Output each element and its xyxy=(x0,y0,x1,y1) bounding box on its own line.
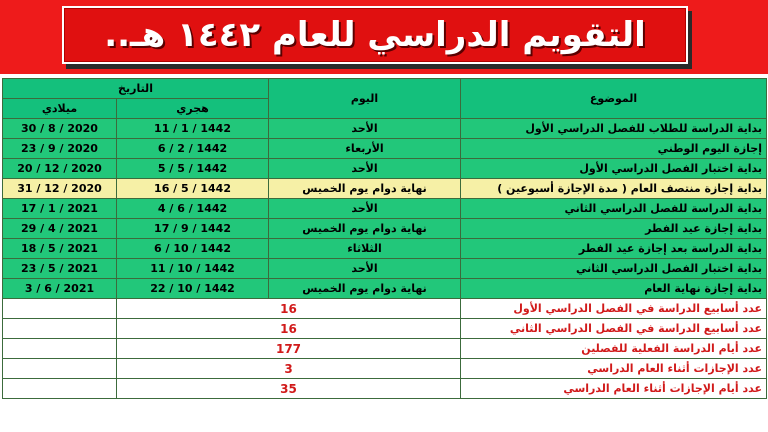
row-day: نهاية دوام يوم الخميس xyxy=(269,219,461,239)
banner-background xyxy=(0,0,768,74)
summary-label: عدد الإجازات أثناء العام الدراسي xyxy=(461,359,767,379)
summary-blank xyxy=(3,379,117,399)
header-row xyxy=(3,79,767,99)
title-banner xyxy=(62,6,688,64)
row-gregorian-date: 23 / 9 / 2020 xyxy=(3,139,117,159)
row-gregorian-date: 30 / 8 / 2020 xyxy=(3,119,117,139)
header-day: اليوم xyxy=(269,79,461,119)
row-topic: بداية اختبار الفصل الدراسي الثاني xyxy=(461,259,767,279)
header-gregorian: ميلادي xyxy=(3,99,117,119)
table-row xyxy=(3,219,767,239)
row-topic: بداية الدراسة بعد إجازة عيد الفطر xyxy=(461,239,767,259)
table-row xyxy=(3,239,767,259)
row-hijri-date: 16 / 5 / 1442 xyxy=(117,179,269,199)
page-title: التقويم الدراسي للعام ١٤٤٢ هـ.. xyxy=(104,15,646,55)
summary-blank xyxy=(3,319,117,339)
row-topic: بداية إجازة منتصف العام ( مدة الإجازة أسبوعين ) xyxy=(461,179,767,199)
row-day: الأحد xyxy=(269,259,461,279)
summary-value: 3 xyxy=(117,359,461,379)
header-date: التاريخ xyxy=(3,79,269,99)
summary-row xyxy=(3,319,767,339)
row-day: نهاية دوام يوم الخميس xyxy=(269,179,461,199)
row-hijri-date: 5 / 5 / 1442 xyxy=(117,159,269,179)
row-gregorian-date: 23 / 5 / 2021 xyxy=(3,259,117,279)
row-hijri-date: 22 / 10 / 1442 xyxy=(117,279,269,299)
row-topic: بداية اختبار الفصل الدراسي الأول xyxy=(461,159,767,179)
summary-row xyxy=(3,359,767,379)
table-row xyxy=(3,259,767,279)
row-hijri-date: 11 / 10 / 1442 xyxy=(117,259,269,279)
row-day: الثلاثاء xyxy=(269,239,461,259)
row-day: الأحد xyxy=(269,159,461,179)
row-day: الأحد xyxy=(269,119,461,139)
summary-label: عدد أيام الإجازات أثناء العام الدراسي xyxy=(461,379,767,399)
header-topic: الموضوع xyxy=(461,79,767,119)
summary-blank xyxy=(3,299,117,319)
table-row xyxy=(3,159,767,179)
summary-row xyxy=(3,379,767,399)
row-hijri-date: 6 / 2 / 1442 xyxy=(117,139,269,159)
row-hijri-date: 17 / 9 / 1442 xyxy=(117,219,269,239)
row-topic: بداية الدراسة للفصل الدراسي الثاني xyxy=(461,199,767,219)
table-row xyxy=(3,179,767,199)
row-topic: بداية إجازة عيد الفطر xyxy=(461,219,767,239)
row-day: الأربعاء xyxy=(269,139,461,159)
table-row xyxy=(3,279,767,299)
row-gregorian-date: 17 / 1 / 2021 xyxy=(3,199,117,219)
header-hijri: هجري xyxy=(117,99,269,119)
summary-label: عدد أسابيع الدراسة في الفصل الدراسي الأول xyxy=(461,299,767,319)
row-gregorian-date: 18 / 5 / 2021 xyxy=(3,239,117,259)
summary-value: 177 xyxy=(117,339,461,359)
row-hijri-date: 11 / 1 / 1442 xyxy=(117,119,269,139)
summary-row xyxy=(3,299,767,319)
row-day: الأحد xyxy=(269,199,461,219)
summary-row xyxy=(3,339,767,359)
row-topic: إجازة اليوم الوطني xyxy=(461,139,767,159)
table-row xyxy=(3,139,767,159)
row-topic: بداية إجازة نهاية العام xyxy=(461,279,767,299)
row-gregorian-date: 20 / 12 / 2020 xyxy=(3,159,117,179)
summary-value: 35 xyxy=(117,379,461,399)
summary-blank xyxy=(3,339,117,359)
row-gregorian-date: 31 / 12 / 2020 xyxy=(3,179,117,199)
table-row xyxy=(3,199,767,219)
row-day: نهاية دوام يوم الخميس xyxy=(269,279,461,299)
table-row xyxy=(3,119,767,139)
row-gregorian-date: 3 / 6 / 2021 xyxy=(3,279,117,299)
summary-blank xyxy=(3,359,117,379)
academic-calendar-table xyxy=(2,78,767,399)
summary-value: 16 xyxy=(117,319,461,339)
row-hijri-date: 4 / 6 / 1442 xyxy=(117,199,269,219)
summary-value: 16 xyxy=(117,299,461,319)
summary-label: عدد أسابيع الدراسة في الفصل الدراسي الثاني xyxy=(461,319,767,339)
row-topic: بداية الدراسة للطلاب للفصل الدراسي الأول xyxy=(461,119,767,139)
row-hijri-date: 6 / 10 / 1442 xyxy=(117,239,269,259)
row-gregorian-date: 29 / 4 / 2021 xyxy=(3,219,117,239)
summary-label: عدد أيام الدراسة الفعلية للفصلين xyxy=(461,339,767,359)
